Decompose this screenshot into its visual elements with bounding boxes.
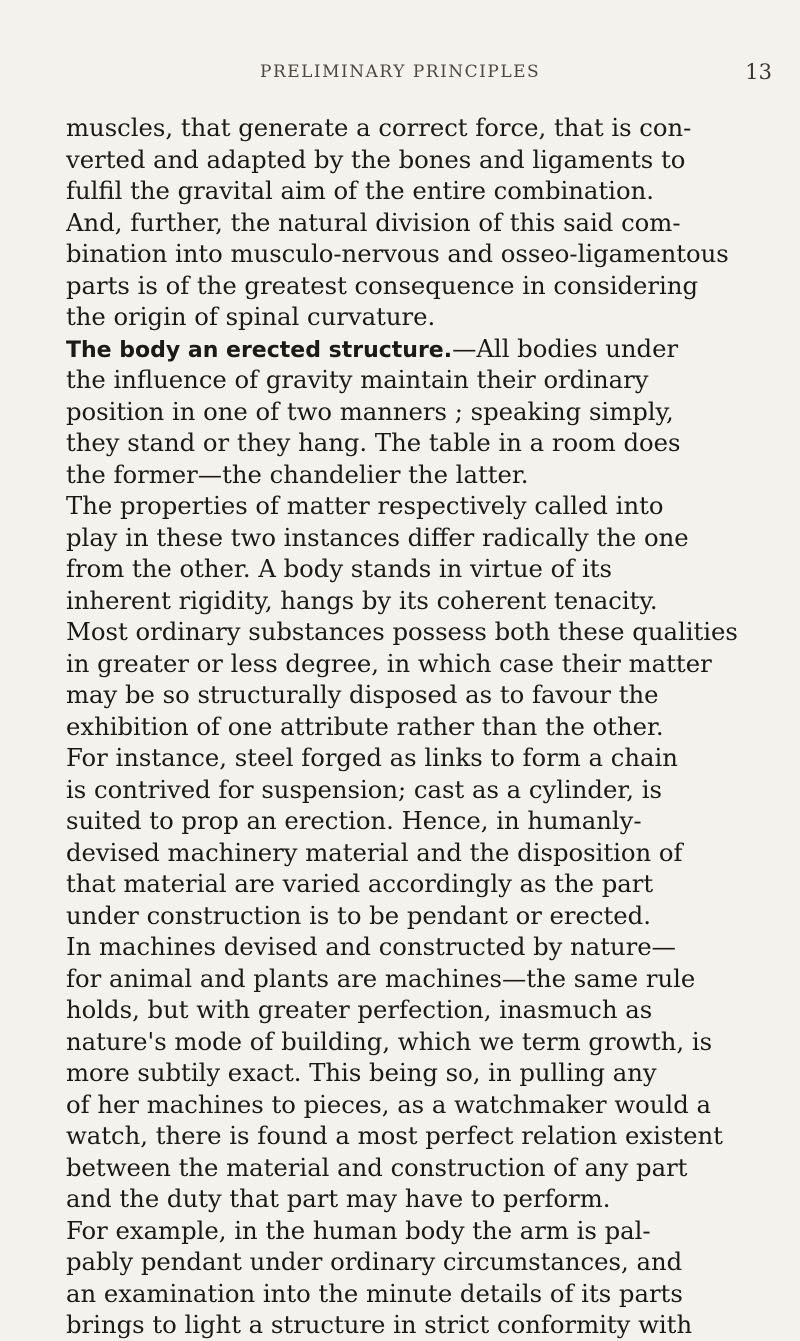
text-line: suited to prop an erection. Hence, in humanly- — [66, 806, 642, 835]
text-line: For instance, steel forged as links to form a chain — [66, 743, 678, 772]
side-heading-tail: —All bodies under — [452, 333, 679, 363]
text-line: the influence of gravity maintain their ordinary — [66, 365, 649, 394]
text-line: may be so structurally disposed as to favour the — [66, 680, 659, 709]
text-line: between the material and construction of any part — [66, 1152, 688, 1182]
text-line: the origin of spinal curvature. — [66, 302, 436, 331]
text-line: they stand or they hang. The table in a room does — [66, 428, 681, 457]
text-line: that material are varied accordingly as the part — [66, 869, 654, 898]
text-line: nature's mode of building, which we term growth, is — [66, 1026, 713, 1056]
text-line: from the other. A body stands in virtue of its — [66, 554, 613, 583]
text-line: The properties of matter respectively called into — [66, 491, 664, 520]
text-line: devised machinery material and the disposition of — [66, 837, 683, 867]
text-line: holds, but with greater perfection, inasmuch as — [66, 995, 653, 1024]
text-line: under construction is to be pendant or erected. — [66, 900, 651, 930]
text-line: And, further, the natural division of this said com- — [66, 207, 681, 237]
text-line: verted and adapted by the bones and ligaments to — [66, 144, 686, 174]
text-line: parts is of the greatest consequence in considering — [66, 270, 699, 300]
text-line: play in these two instances differ radically the one — [66, 522, 689, 552]
text-line: more subtily exact. This being so, in pulling any — [66, 1058, 657, 1087]
running-head — [0, 60, 800, 90]
text-line: inherent rigidity, hangs by its coherent tenacity. — [66, 585, 658, 615]
text-line: In machines devised and constructed by nature— — [66, 932, 676, 961]
text-line: watch, there is found a most perfect relation existent — [66, 1121, 723, 1150]
text-line: muscles, that generate a correct force, that is con- — [66, 113, 692, 142]
text-line: fulfil the gravital aim of the entire combination. — [66, 176, 654, 205]
text-line: brings to light a structure in strict conformity with — [66, 1310, 693, 1339]
text-line: and the duty that part may have to perform. — [66, 1184, 611, 1213]
text-line: the former—the chandelier the latter. — [66, 459, 529, 489]
body-text — [66, 112, 788, 1341]
text-line: is contrived for suspension; cast as a cylinder, is — [66, 774, 662, 804]
text-line: in greater or less degree, in which case their matter — [66, 648, 712, 678]
text-line: bination into musculo-nervous and osseo-ligamentous — [66, 239, 729, 268]
running-title: PRELIMINARY PRINCIPLES — [260, 62, 541, 82]
text-line: Most ordinary substances possess both these qualities — [66, 617, 738, 646]
page-number: 13 — [745, 60, 772, 84]
text-line: pably pendant under ordinary circumstances, and — [66, 1247, 683, 1276]
text-line: position in one of two manners ; speaking simply, — [66, 396, 674, 426]
text-line: of her machines to pieces, as a watchmaker would a — [66, 1089, 711, 1119]
side-heading-line — [66, 333, 788, 365]
text-line: for animal and plants are machines—the same rule — [66, 963, 696, 993]
text-line: an examination into the minute details of its parts — [66, 1278, 683, 1308]
text-line: For example, in the human body the arm is pal- — [66, 1215, 651, 1245]
text-line: exhibition of one attribute rather than the other. — [66, 711, 664, 741]
side-heading: The body an erected structure. — [66, 337, 453, 363]
